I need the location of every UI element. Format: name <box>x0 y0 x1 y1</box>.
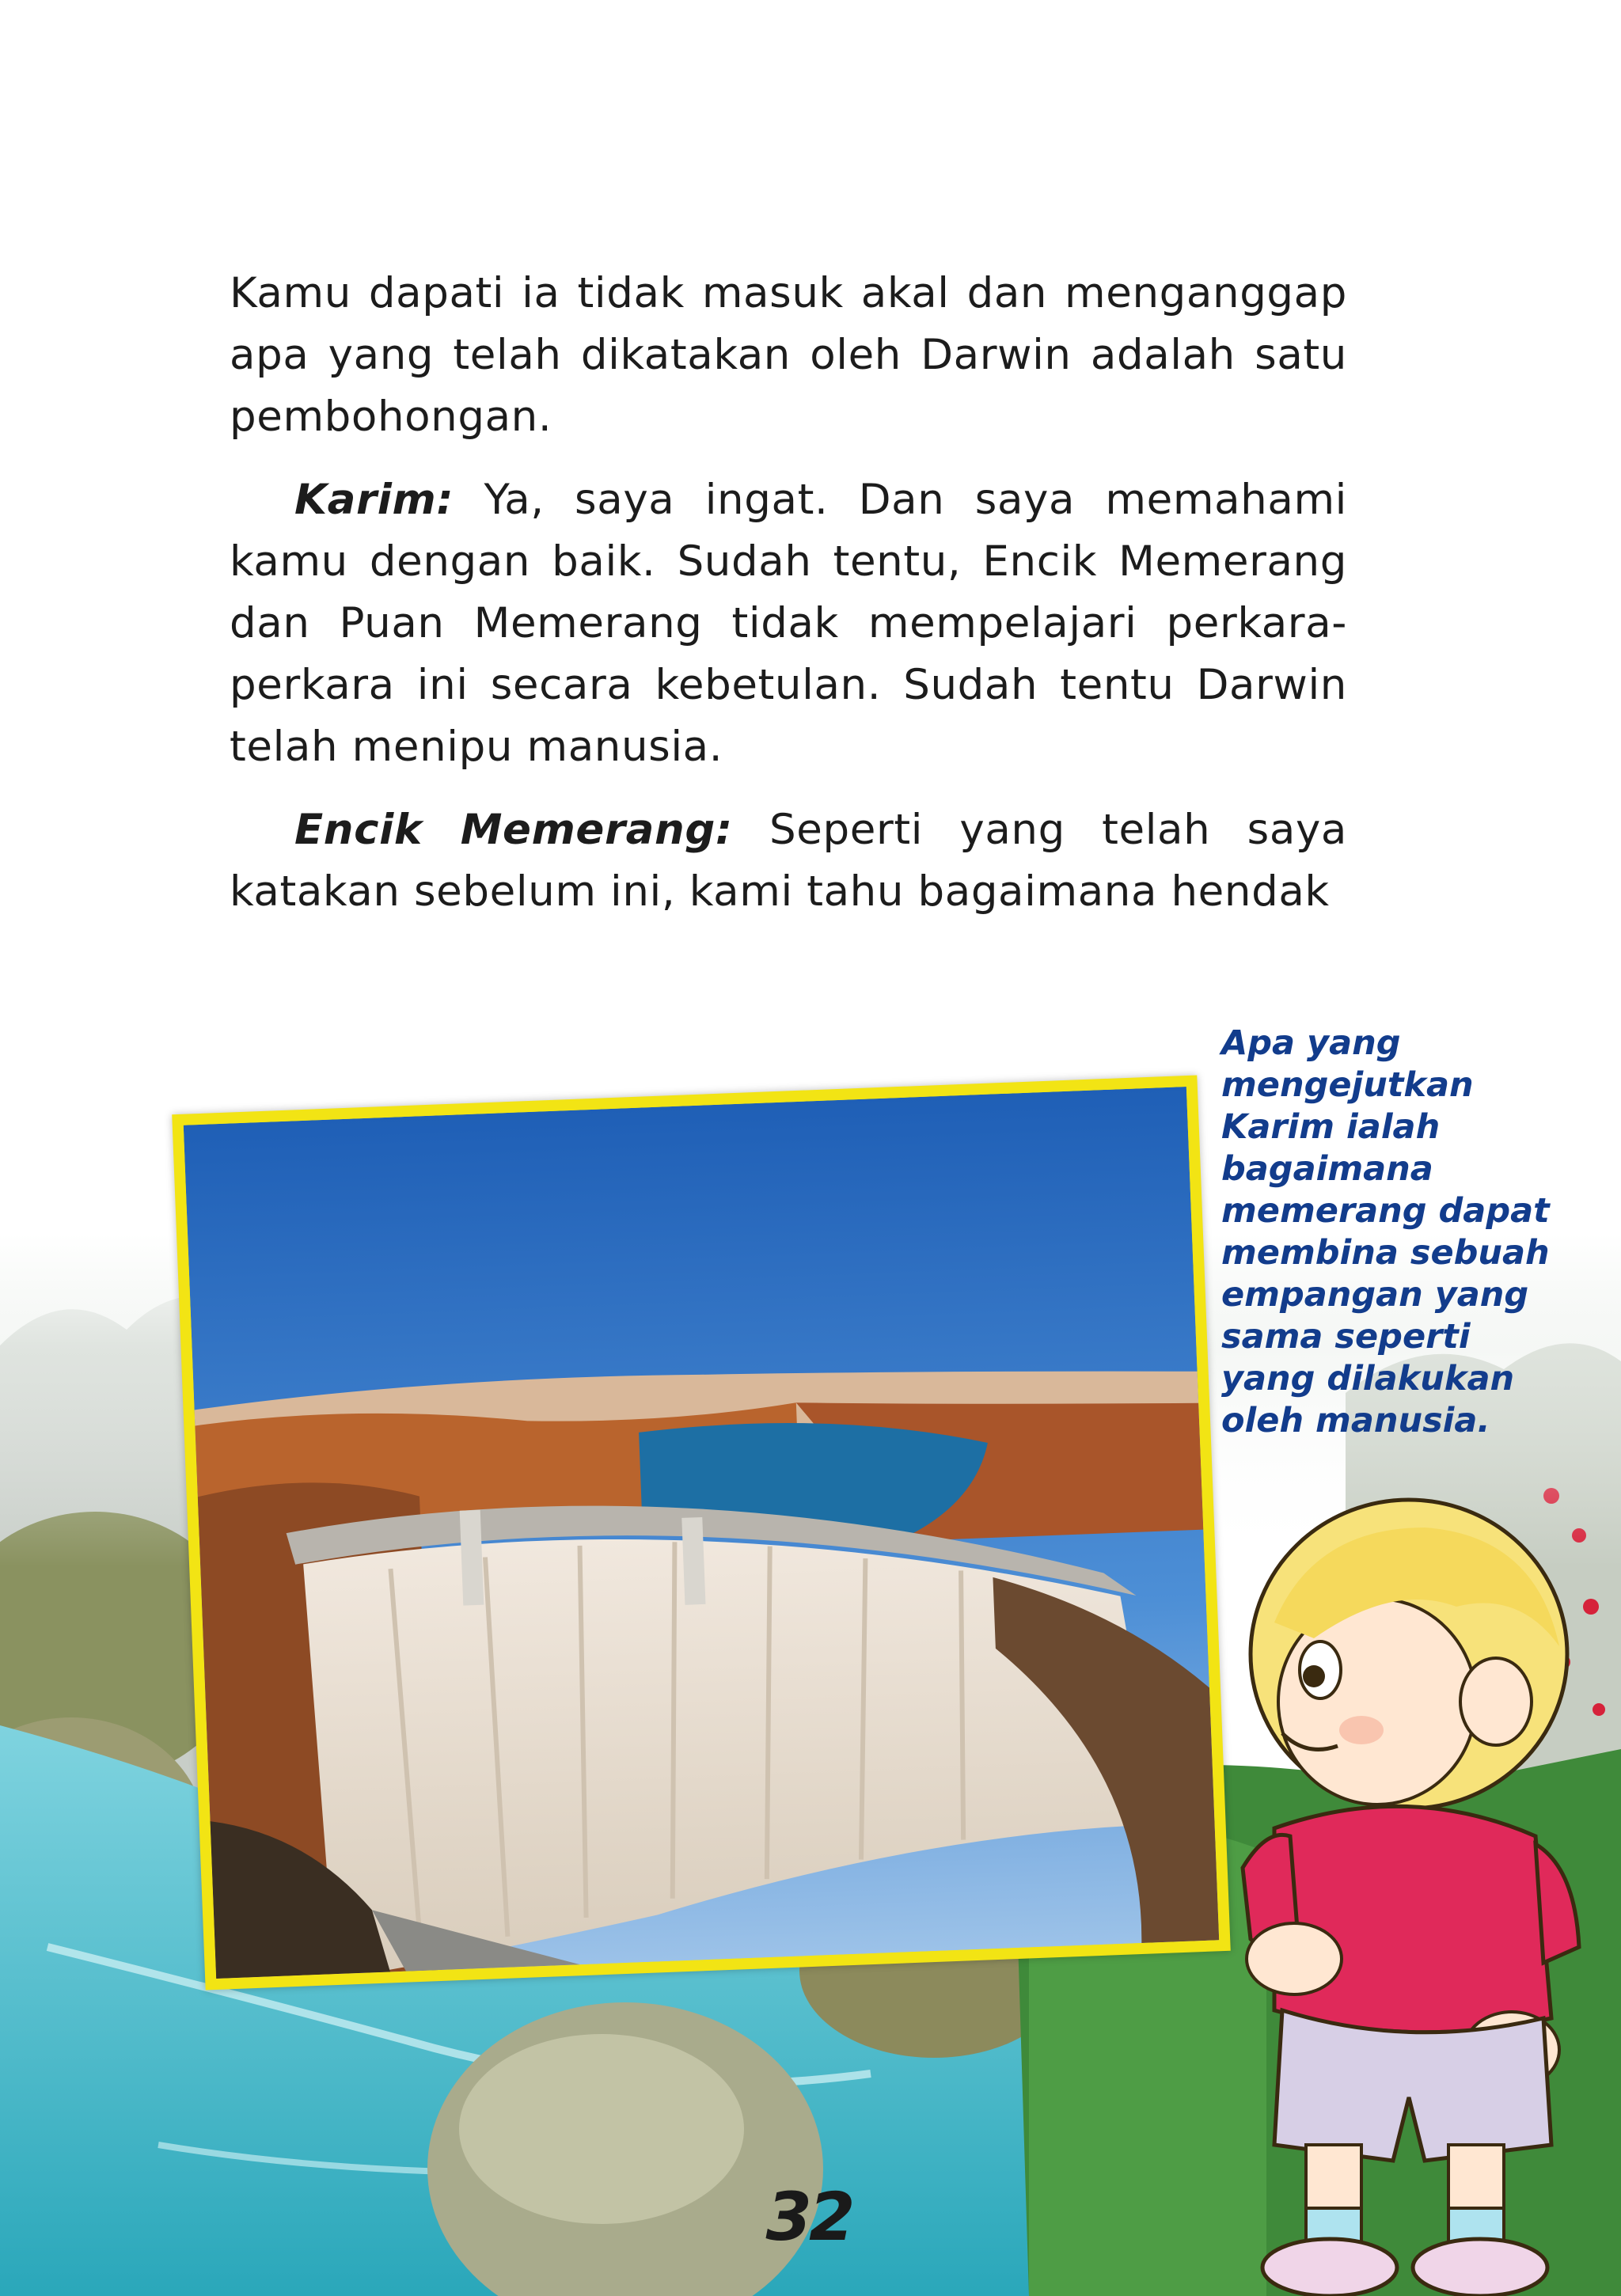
page-number: 32 <box>765 2178 852 2256</box>
speaker-karim: Karim: <box>294 476 454 524</box>
caption-line: bagaimana <box>1221 1149 1433 1189</box>
caption-line: yang dilakukan <box>1221 1359 1515 1398</box>
caption-line: oleh manusia. <box>1221 1401 1490 1440</box>
paragraph-2-text: Ya, saya ingat. Dan saya memahami kamu dengan baik. Sudah tentu, Encik Memerang dan Puan Memerang tidak mempelajari perkara-perkara ini secara kebetulan. Sudah tentu Darwin telah menipu manusia. <box>230 476 1347 771</box>
story-text <box>230 263 1347 944</box>
paragraph-1-text: Kamu dapati ia tidak masuk akal dan menganggap apa yang telah dikatakan oleh Darwin adalah satu pembohongan. <box>230 269 1347 441</box>
cartoon-boy-karim <box>1219 1496 1607 2296</box>
paragraph-3 <box>230 799 1347 923</box>
caption-line: membina sebuah <box>1221 1233 1550 1273</box>
caption-line: Apa yang <box>1221 1023 1401 1063</box>
speaker-encik-memerang: Encik Memerang: <box>294 806 733 854</box>
paragraph-3-text: Seperti yang telah saya katakan sebelum ini, kami tahu bagaimana hendak <box>230 806 1347 916</box>
image-caption <box>1221 1023 1593 1442</box>
paragraph-1 <box>230 263 1347 448</box>
dam-photo <box>184 1087 1219 1979</box>
dam-photo-frame <box>172 1076 1231 1990</box>
caption-line: empangan yang <box>1221 1275 1529 1315</box>
caption-line: mengejutkan <box>1221 1065 1474 1105</box>
paragraph-2 <box>230 469 1347 778</box>
caption-line: memerang dapat <box>1221 1191 1550 1231</box>
caption-line: Karim ialah <box>1221 1107 1441 1147</box>
caption-line: sama seperti <box>1221 1317 1471 1357</box>
